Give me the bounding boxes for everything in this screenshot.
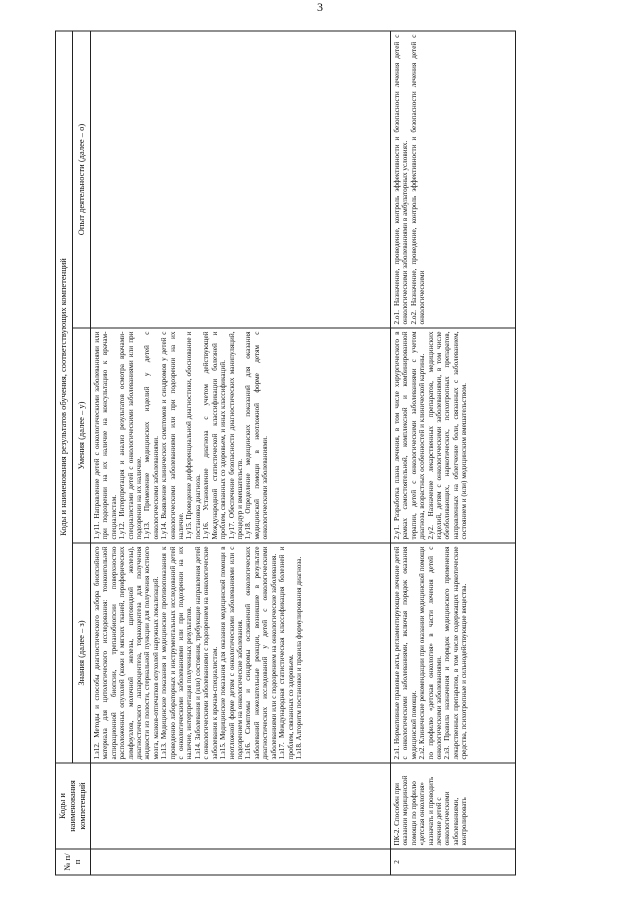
list-item: 1.з17. Международная статистическая классификация болезней и проблем, связанных со здоровьем. bbox=[278, 546, 295, 759]
list-item: 2.у1. Разработка плана лечения, в том числе хирургического в рамках самостоятельной, комплексной и комбинированной терапии, детей с онкологическими заболеваниями с учетом диагноза, возрастных особенностей и клинической картины. bbox=[392, 331, 427, 539]
list-item: 1.з18. Алгоритм постановки и правила формулирования диагноза. bbox=[294, 556, 303, 759]
list-item: 1.з16. Симптомы и синдромы осложнений онкологических заболеваний нежелательные реакции, возникшие в результате диагностических исследований у детей с онкологическими заболеваниями или с подозрением на онкологические заболевания. bbox=[244, 546, 278, 759]
list-item: 1.у15. Проведение дифференциальной диагностики, обоснование и постановка диагноза. bbox=[185, 331, 202, 539]
list-item: 1.з14. Заболевания и (или) состояния, требующие направления детей с онкологическими заболеваниями с подозрением на онкологические заболевания к врачам-специалистам. bbox=[193, 546, 219, 759]
row-number: 2 bbox=[390, 849, 515, 875]
skills-cell bbox=[90, 328, 390, 543]
competence-cell bbox=[90, 763, 390, 849]
experience-cell bbox=[390, 31, 515, 328]
header-skills: Умения (далее – у) bbox=[73, 328, 90, 543]
list-item: 1.у18. Определение медицинских показаний для оказания медицинской помощи в неотложной форме детям с онкологическими заболеваниями. bbox=[244, 331, 270, 539]
rotated-table-sheet bbox=[55, 30, 585, 875]
list-item: 2.з3. Правила назначения и порядок медицинского применения лекарственных препаратов, в том числе содержащих наркотические средства, психотропные и сильнодействующие вещества. bbox=[443, 546, 469, 759]
competence-cell: ПК-2. Способен при оказании медицинской помощи по профилю «детская онкология» назначать и проводить лечение детей с онкологическими заболеваниями, контролировать bbox=[390, 763, 515, 849]
experience-cell bbox=[90, 31, 390, 328]
list-item: 2.о1. Назначение, проведение, контроль эффективности и безопасности лечения детей с онкологическими заболеваниями в амбулаторных условиях. bbox=[392, 34, 410, 324]
table-row bbox=[90, 31, 390, 875]
competence-table bbox=[55, 30, 516, 875]
table-row bbox=[390, 31, 515, 875]
list-item: 1.з13. Медицинские показания и медицинские противопоказания к проведению лабораторных и инструментальных исследований детей с онкологическими заболеваниями или при подозрении на их наличие, интерпретация полученных результатов. bbox=[160, 546, 194, 759]
list-item: 1.у16. Установление диагноза с учетом действующей Международной статистической классификации болезней и проблем, связанных со здоровьем, и иных классификаций. bbox=[202, 331, 228, 539]
list-item: 2.з2. Клинические рекомендации при оказании медицинской помощи по профилю «детская онкология» в части лечения детей с онкологическими заболеваниями. bbox=[418, 546, 443, 759]
row-number bbox=[90, 849, 390, 875]
list-item: 2.у2. Назначение лекарственных препаратов, медицинских изделий, детям с онкологическими заболеваниями, в том числе обезболивающих, наркотических, психотропных препаратов, направленных на облегчение боли, связанных с заболеванием, состоянием и (или) медицинским вмешательством. bbox=[426, 331, 469, 539]
page-number: 3 bbox=[317, 0, 323, 14]
list-item: 1.у11. Направление детей с онкологическими заболеваниями или при подозрении на их наличие на консультацию к врачам-специалистам. bbox=[92, 331, 118, 539]
header-knowledge: Знания (далее – з) bbox=[73, 543, 90, 763]
list-item: 1.у13. Применение медицинских изделий у детей с онкологическими заболеваниями. bbox=[143, 331, 160, 539]
list-item: 2.з1. Нормативные правовые акты, регламентирующие лечение детей с онкологическими заболеваниями, включая порядок оказания медицинской помощи. bbox=[392, 546, 418, 759]
list-item: 1.з15. Медицинские показания для оказания медицинской помощи в неотложной форме детям с онкологическими заболеваниями или с подозрением на онкологические заболевания. bbox=[219, 546, 244, 759]
header-results-group: Коды и наименования результатов обучения, соответствующих компетенций bbox=[56, 31, 73, 763]
header-experience: Опыт деятельности (далее – о) bbox=[73, 31, 90, 328]
header-num: № п/п bbox=[56, 849, 91, 875]
list-item: 1.у14. Выявление клинических симптомов и синдромов у детей с онкологическими заболеваниями или при подозрении на их наличие. bbox=[160, 331, 186, 539]
header-codes: Коды и наименования компетенций bbox=[56, 763, 91, 849]
list-item: 1.у17. Обеспечение безопасности диагностических манипуляций, процедур и вмешательств. bbox=[227, 331, 244, 539]
knowledge-cell bbox=[90, 543, 390, 763]
list-item: 1.у12. Интерпретация и анализ результатов осмотра врачами-специалистами детей с онкологическими заболеваниями или при подозрении на их наличие. bbox=[118, 331, 143, 539]
list-item: 1.з12. Методы и способы диагностического забора биопсийного материала для цитологического исследования: тонкоигольной аспирационной биопсии, трепанобиопсии поверхностно расположенных опухолей (кожи и мягких тканей, периферических лимфоузлов, молочной железы, щитовидной железы), диагностического лапароцентеза, торакоцентеза для получения жидкости из полости, стернальной пункции для получения костного мозга, мазков-отпечатков опухолей наружных локализаций. bbox=[92, 546, 160, 759]
skills-cell bbox=[390, 328, 515, 543]
list-item: 2.о2. Назначение, проведение, контроль эффективности и безопасности лечения детей с онкологическими bbox=[409, 34, 427, 324]
knowledge-cell bbox=[390, 543, 515, 763]
